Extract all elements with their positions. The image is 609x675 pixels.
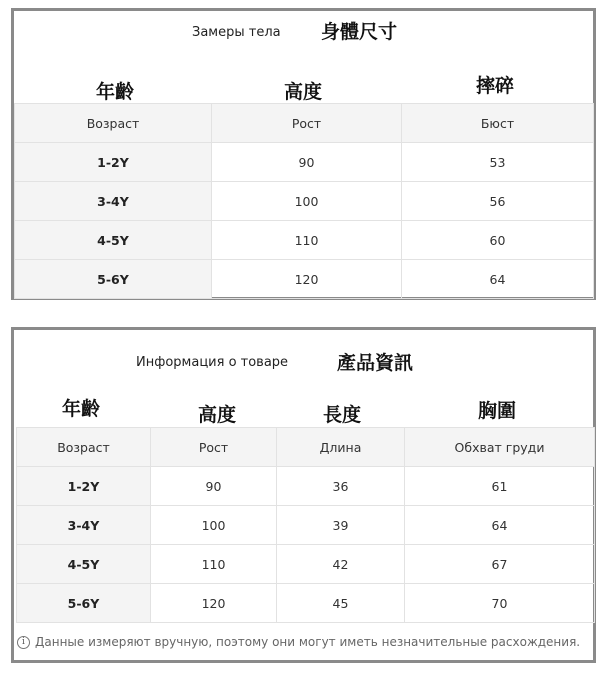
cell-chest: 70 <box>405 584 595 623</box>
table-row <box>15 221 594 260</box>
table2-title-cn: 產品資訊 <box>337 352 414 374</box>
cell-height: 90 <box>151 467 277 506</box>
cell-chest: 67 <box>405 545 595 584</box>
cell-height: 100 <box>151 506 277 545</box>
header-cell-height: Рост <box>212 104 402 143</box>
body-measurements-card <box>11 8 596 300</box>
header-cell-length: Длина <box>277 428 405 467</box>
table-row <box>15 260 594 299</box>
header-cell-height: Рост <box>151 428 277 467</box>
table-row <box>17 584 595 623</box>
measurement-note-text: Данные измеряют вручную, поэтому они могут иметь незначительные расхождения. <box>35 635 581 649</box>
cell-age: 3-4Y <box>17 506 151 545</box>
header-cell-age: Возраст <box>15 104 212 143</box>
cell-age: 4-5Y <box>17 545 151 584</box>
table-row <box>15 182 594 221</box>
header-cell-age: Возраст <box>17 428 151 467</box>
table1-header-cn-bust: 摔碎 <box>475 75 515 97</box>
cell-age: 1-2Y <box>17 467 151 506</box>
cell-height: 110 <box>212 221 402 260</box>
measurement-note <box>17 635 580 649</box>
table-row <box>17 545 595 584</box>
cell-chest: 64 <box>405 506 595 545</box>
cell-age: 4-5Y <box>15 221 212 260</box>
cell-bust: 53 <box>402 143 594 182</box>
cell-chest: 61 <box>405 467 595 506</box>
table1-header-cn-height: 高度 <box>283 81 323 103</box>
table2-header-cn-chest: 胸圍 <box>477 400 517 422</box>
cell-height: 90 <box>212 143 402 182</box>
cell-length: 42 <box>277 545 405 584</box>
table-row <box>17 506 595 545</box>
cell-height: 100 <box>212 182 402 221</box>
product-info-card <box>11 327 596 663</box>
table-row <box>17 467 595 506</box>
table1-title-cn: 身體尺寸 <box>321 21 398 43</box>
cell-height: 120 <box>212 260 402 299</box>
cell-bust: 60 <box>402 221 594 260</box>
cell-length: 36 <box>277 467 405 506</box>
table-header-row <box>15 104 594 143</box>
cell-age: 1-2Y <box>15 143 212 182</box>
header-cell-chest: Обхват груди <box>405 428 595 467</box>
table1-title-ru: Замеры тела <box>192 25 281 40</box>
table2-header-cn-height: 高度 <box>197 404 237 426</box>
cell-length: 45 <box>277 584 405 623</box>
cell-bust: 64 <box>402 260 594 299</box>
cell-bust: 56 <box>402 182 594 221</box>
table2-header-cn-length: 長度 <box>322 404 362 426</box>
table-row <box>15 143 594 182</box>
cell-age: 5-6Y <box>15 260 212 299</box>
table1-header-cn-age: 年齡 <box>95 81 135 103</box>
info-icon: i <box>17 636 30 649</box>
table-header-row <box>17 428 595 467</box>
cell-length: 39 <box>277 506 405 545</box>
product-info-table <box>16 427 595 623</box>
cell-age: 3-4Y <box>15 182 212 221</box>
cell-height: 120 <box>151 584 277 623</box>
cell-age: 5-6Y <box>17 584 151 623</box>
header-cell-bust: Бюст <box>402 104 594 143</box>
cell-height: 110 <box>151 545 277 584</box>
body-measurements-table <box>14 103 594 299</box>
table2-title-ru: Информация о товаре <box>136 355 289 370</box>
table2-header-cn-age: 年齡 <box>61 398 101 420</box>
